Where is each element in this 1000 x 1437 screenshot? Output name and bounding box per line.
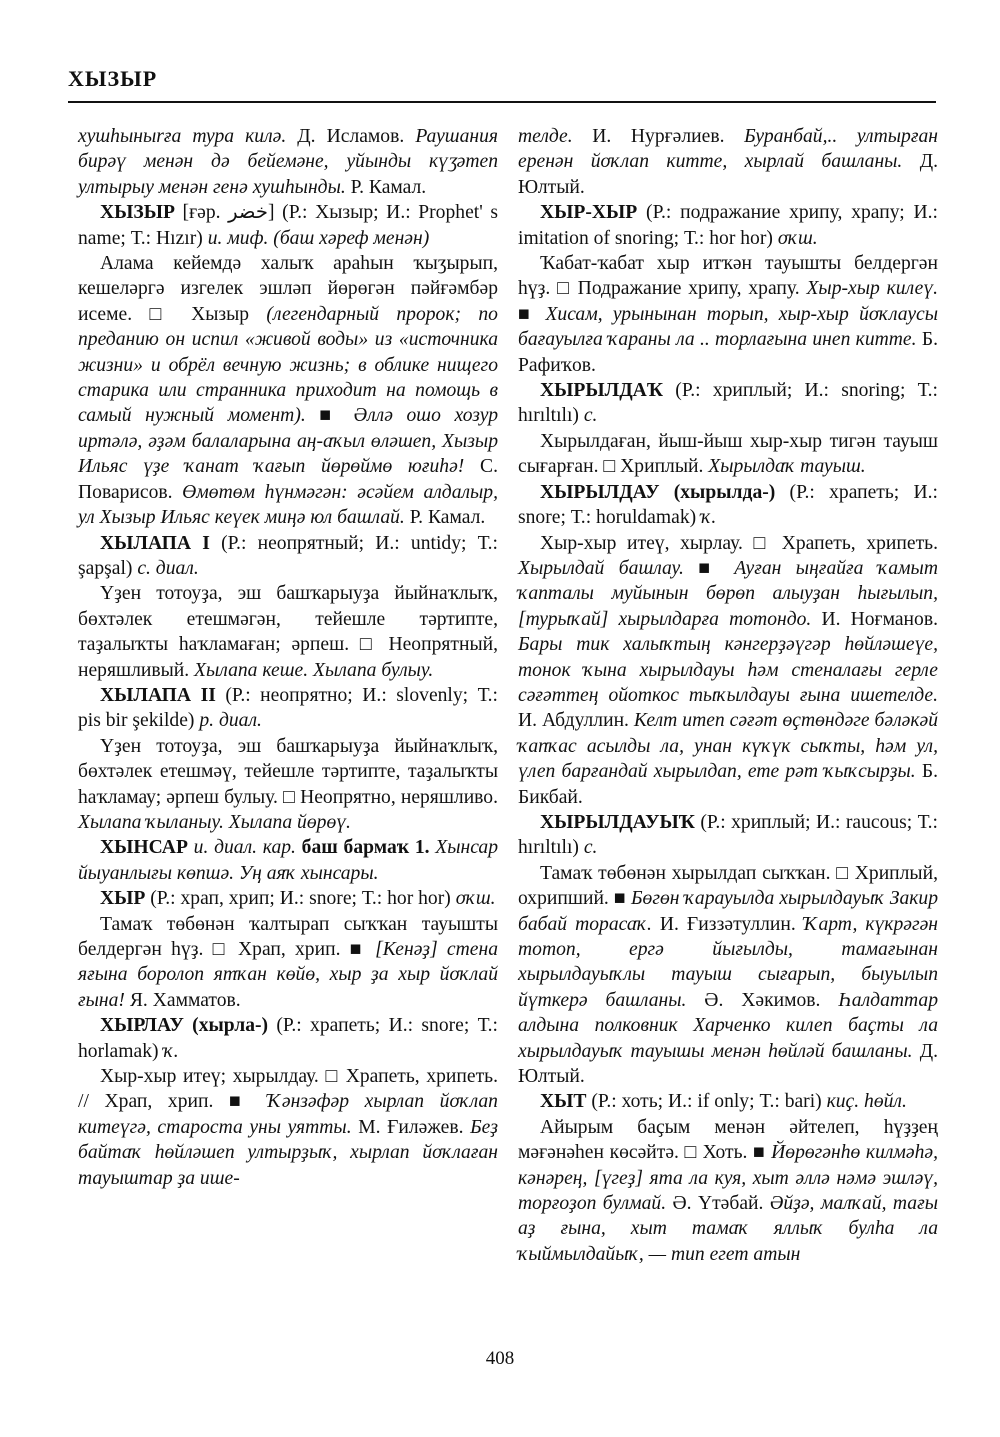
- headword: ХЫРЫЛДАУ (хырылда-): [540, 481, 776, 503]
- headword: ХЫРЫЛДАҠ: [540, 380, 664, 402]
- entry-xyryldaq-sense: Хырылдаған, йыш-йыш хыр-хыр тигән тауыш сығарған. □ Хриплый. Хырылдаҡ тауыш.: [518, 430, 938, 478]
- right-column: [518, 124, 938, 1267]
- headword: ХЫР: [100, 888, 146, 910]
- entry-xylapa-2: ХЫЛАПА II (Р.: неопрятно; И.: slovenly; Т.: pis bir şekilde) р. диал.: [78, 684, 498, 732]
- headword: ХЫР-ХЫР: [540, 202, 638, 224]
- entry-xynsar: ХЫНСАР и. диал. кар. баш бармаҡ 1. Хынсар йыуанлығы көпшә. Уң аяҡ хынсары.: [78, 837, 498, 884]
- entry-xyzyr: ХЫЗЫР [ғәр. خضر] (Р.: Хызыр; И.: Prophet' s name; Т.: Hızır) и. миф. (баш хәреф менән): [78, 202, 498, 249]
- running-header: ХЫЗЫР: [68, 66, 158, 91]
- page-number: 408: [485, 1348, 515, 1369]
- entry-xyryldauyq-sense: Тамаҡ төбөнән хырылдап сыҡҡан. □ Хриплый, охрипший. ■ Бөгөн ҡарауылда хырылдауыҡ Закир бабай торасаҡ. И. Ғиззәтуллин. Ҡарт, күкрәгән тотоп, ергә йығылды, тамағынан хырылдауыҡлы тауыш сығарып, быуылып йүткерә башланы. Ә. Хәкимов. Һалдаттар алдына полковник Харченко килеп баҫты ла хырылдауыҡ тауышы менән һөйләй башланы. Д. Юлтый.: [518, 862, 939, 1088]
- entry-xyr: ХЫР (Р.: храп, хрип; И.: snore; Т.: hor hor) оҡш.: [100, 888, 496, 910]
- arabic-script: خضر: [228, 202, 269, 224]
- headword: ХЫЛАПА II: [100, 684, 216, 706]
- entry-xyr-xyr-sense: Ҡабат-ҡабат хыр итҡән тауышты белдергән һүҙ. □ Подражание хрипу, храпу. Хыр-хыр килеү. ■ Хисам, урынынан торып, хыр-хыр йоҡлаусы бағауылға ҡараны ла .. торлағына инеп китте. Б. Рафиҡов.: [518, 253, 939, 376]
- entry-xyrlau: ХЫРЛАУ (хырла-) (Р.: храпеть; И.: snore; Т.: horlamak) ҡ.: [78, 1015, 498, 1062]
- entry-xyr-xyr: ХЫР-ХЫР (Р.: подражание хрипу, храпу; И.: imitation of snoring; Т.: hor hor) оҡш.: [518, 202, 938, 249]
- headword: ХЫТ: [540, 1091, 587, 1113]
- entry-xylapa-2-sense: Үҙен тотоуҙа, эш башҡарыуҙа йыйнаҡлыҡ, бөхтәлек етешмәү, тейешле тәртипте, таҙалыҡты һаҡламау; әрпеш булыу. □ Неопрятно, неряшливо. Хылапа ҡыланыу. Хылапа йөрөү.: [78, 735, 498, 833]
- entry-xyr-sense: Тамаҡ төбөнән ҡалтырап сыҡҡан тауышты белдергән һүҙ. □ Храп, хрип. ■ [Кенәҙ] стена яғына боролоп ятҡан көйө, хыр ҙа хыр йоҡлай ғына! Я. Хамматов.: [78, 913, 498, 1011]
- entry-xyryldau-sense: Хыр-хыр итеү, хырлау. □ Храпеть, хрипеть. Хырылдай башлау. ■ Ауған ыңғайға ҡамыт ҡапталы муйынын бөрөп алыуҙан һығылып, [турыҡай] хырылдарға тотондо. И. Ноғманов. Бары тик халыҡтың кәнгерҙәүгәр һөйләшеүе, тонок ҡына хырылдауы һәм стеналағы герле сәғәттең ойоткос тыҡылдауы ғына ишетелде. И. Абдуллин. Келт итеп сәғәт өҫтөндәге бәләкәй ҡапҡас асылды ла, унан күҡүк сыҡты, һәм ул, үлеп барғандай хырылдап, ете рәт ҡыҡсырҙы. Б. Бикбай.: [518, 532, 938, 808]
- entry-xylapa-1-sense: Үҙен тотоуҙа, эш башҡарыуҙа йыйнаҡлыҡ, бөхтәлек етешмәгән, тейешле тәртипте, таҙалыҡты һаҡламаған; әрпеш. □ Неопрятный, неряшливый. Хылапа кеше. Хылапа булыу.: [78, 583, 498, 681]
- entry-continuation: хушһыныrға тура килә. Д. Исламов. Раушания бирәү менән дә бейемәне, уйынды күӡәтеп ултырыу менән генә хушһынды. Р. Камал.: [78, 126, 498, 198]
- headword: ХЫЗЫР: [100, 202, 175, 224]
- entry-xyt: ХЫТ (Р.: хоть; И.: if only; Т.: bari) киҫ. һөйл.: [540, 1091, 907, 1113]
- entry-xyryldaq: ХЫРЫЛДАҠ (Р.: хриплый; И.: snoring; Т.: hırıltılı) с.: [518, 380, 938, 427]
- entry-continuation: телде. И. Нурғәлиев. Буранбай,.. ултырған еренән йоҡлап китте, хырлай башланы. Д. Юлтый.: [518, 126, 938, 198]
- entry-xyrlau-sense: Хыр-хыр итеү; хырылдау. □ Храпеть, хрипеть. // Храп, хрип. ■ Ҡәнзәфәр хырлап йоҡлап китеүгә, староста уны уятты. М. Ғиләжев. Беҙ байтаҡ һөйләшеп ултырҙыҡ, хырлап йоҡлаған тауыштар ҙа ише-: [78, 1066, 498, 1189]
- headword: ХЫНСАР: [100, 837, 188, 859]
- header-rule: [68, 101, 936, 103]
- headword: ХЫРЫЛДАУЫҠ: [540, 811, 695, 833]
- left-column: [78, 124, 498, 1191]
- headword: ХЫЛАПА I: [100, 532, 210, 554]
- entry-xyryldau: ХЫРЫЛДАУ (хырылда-) (Р.: храпеть; И.: snore; Т.: horuldamak) ҡ.: [518, 481, 938, 529]
- entry-xylapa-1: ХЫЛАПА I (Р.: неопрятный; И.: untidy; Т.: şapşal) с. диал.: [78, 532, 498, 579]
- entry-xyt-sense: Айырым баҫым менән әйтелеп, һүҙҙең мәғәнәһен көсәйтә. □ Хоть. ■ Йөрөгәнһө килмәһә, кәнәрең, [үгеҙ] ята ла куя, хыт әллә нәмә эшләү, торғоҙоп булмай. Ә. Үтәбай. Әйҙә, малҡай, тағы аҙ ғына, хыт тамаҡ яллыҡ булһа ла ҡыймылдайыҡ, — тип егет атын: [518, 1116, 938, 1265]
- entry-xyzyr-sense: Алама кейемдә халыҡ араһын ҡыӡырып, кешеләргә изгелек эшләп йөрөгән пәйғәмбәр исеме. □ Хызыр (легендарный пророк; по преданию он испил «живой воды» из «источника жизни» и обрёл вечную жизнь; в облике нищего старика или странника приходит на помощь в самый нужный момент). ■ Әллә ошо хозур иртәлә, әҙәм балаларына аң-аҡыл өләшеп, Хызыр Ильяс үҙе ҡанат ҡағып йөрөймө юғиһә! С. Поварисов. Өмөтөм һүнмәгән: әсәйем алдалыр, ул Хызыр Ильяс кеүек миңә юл башлай. Р. Камал.: [78, 253, 499, 529]
- headword: ХЫРЛАУ (хырла-): [100, 1015, 269, 1037]
- entry-xyryldauyq: ХЫРЫЛДАУЫҠ (Р.: хриплый; И.: raucous; Т.: hırıltılı) с.: [518, 811, 938, 859]
